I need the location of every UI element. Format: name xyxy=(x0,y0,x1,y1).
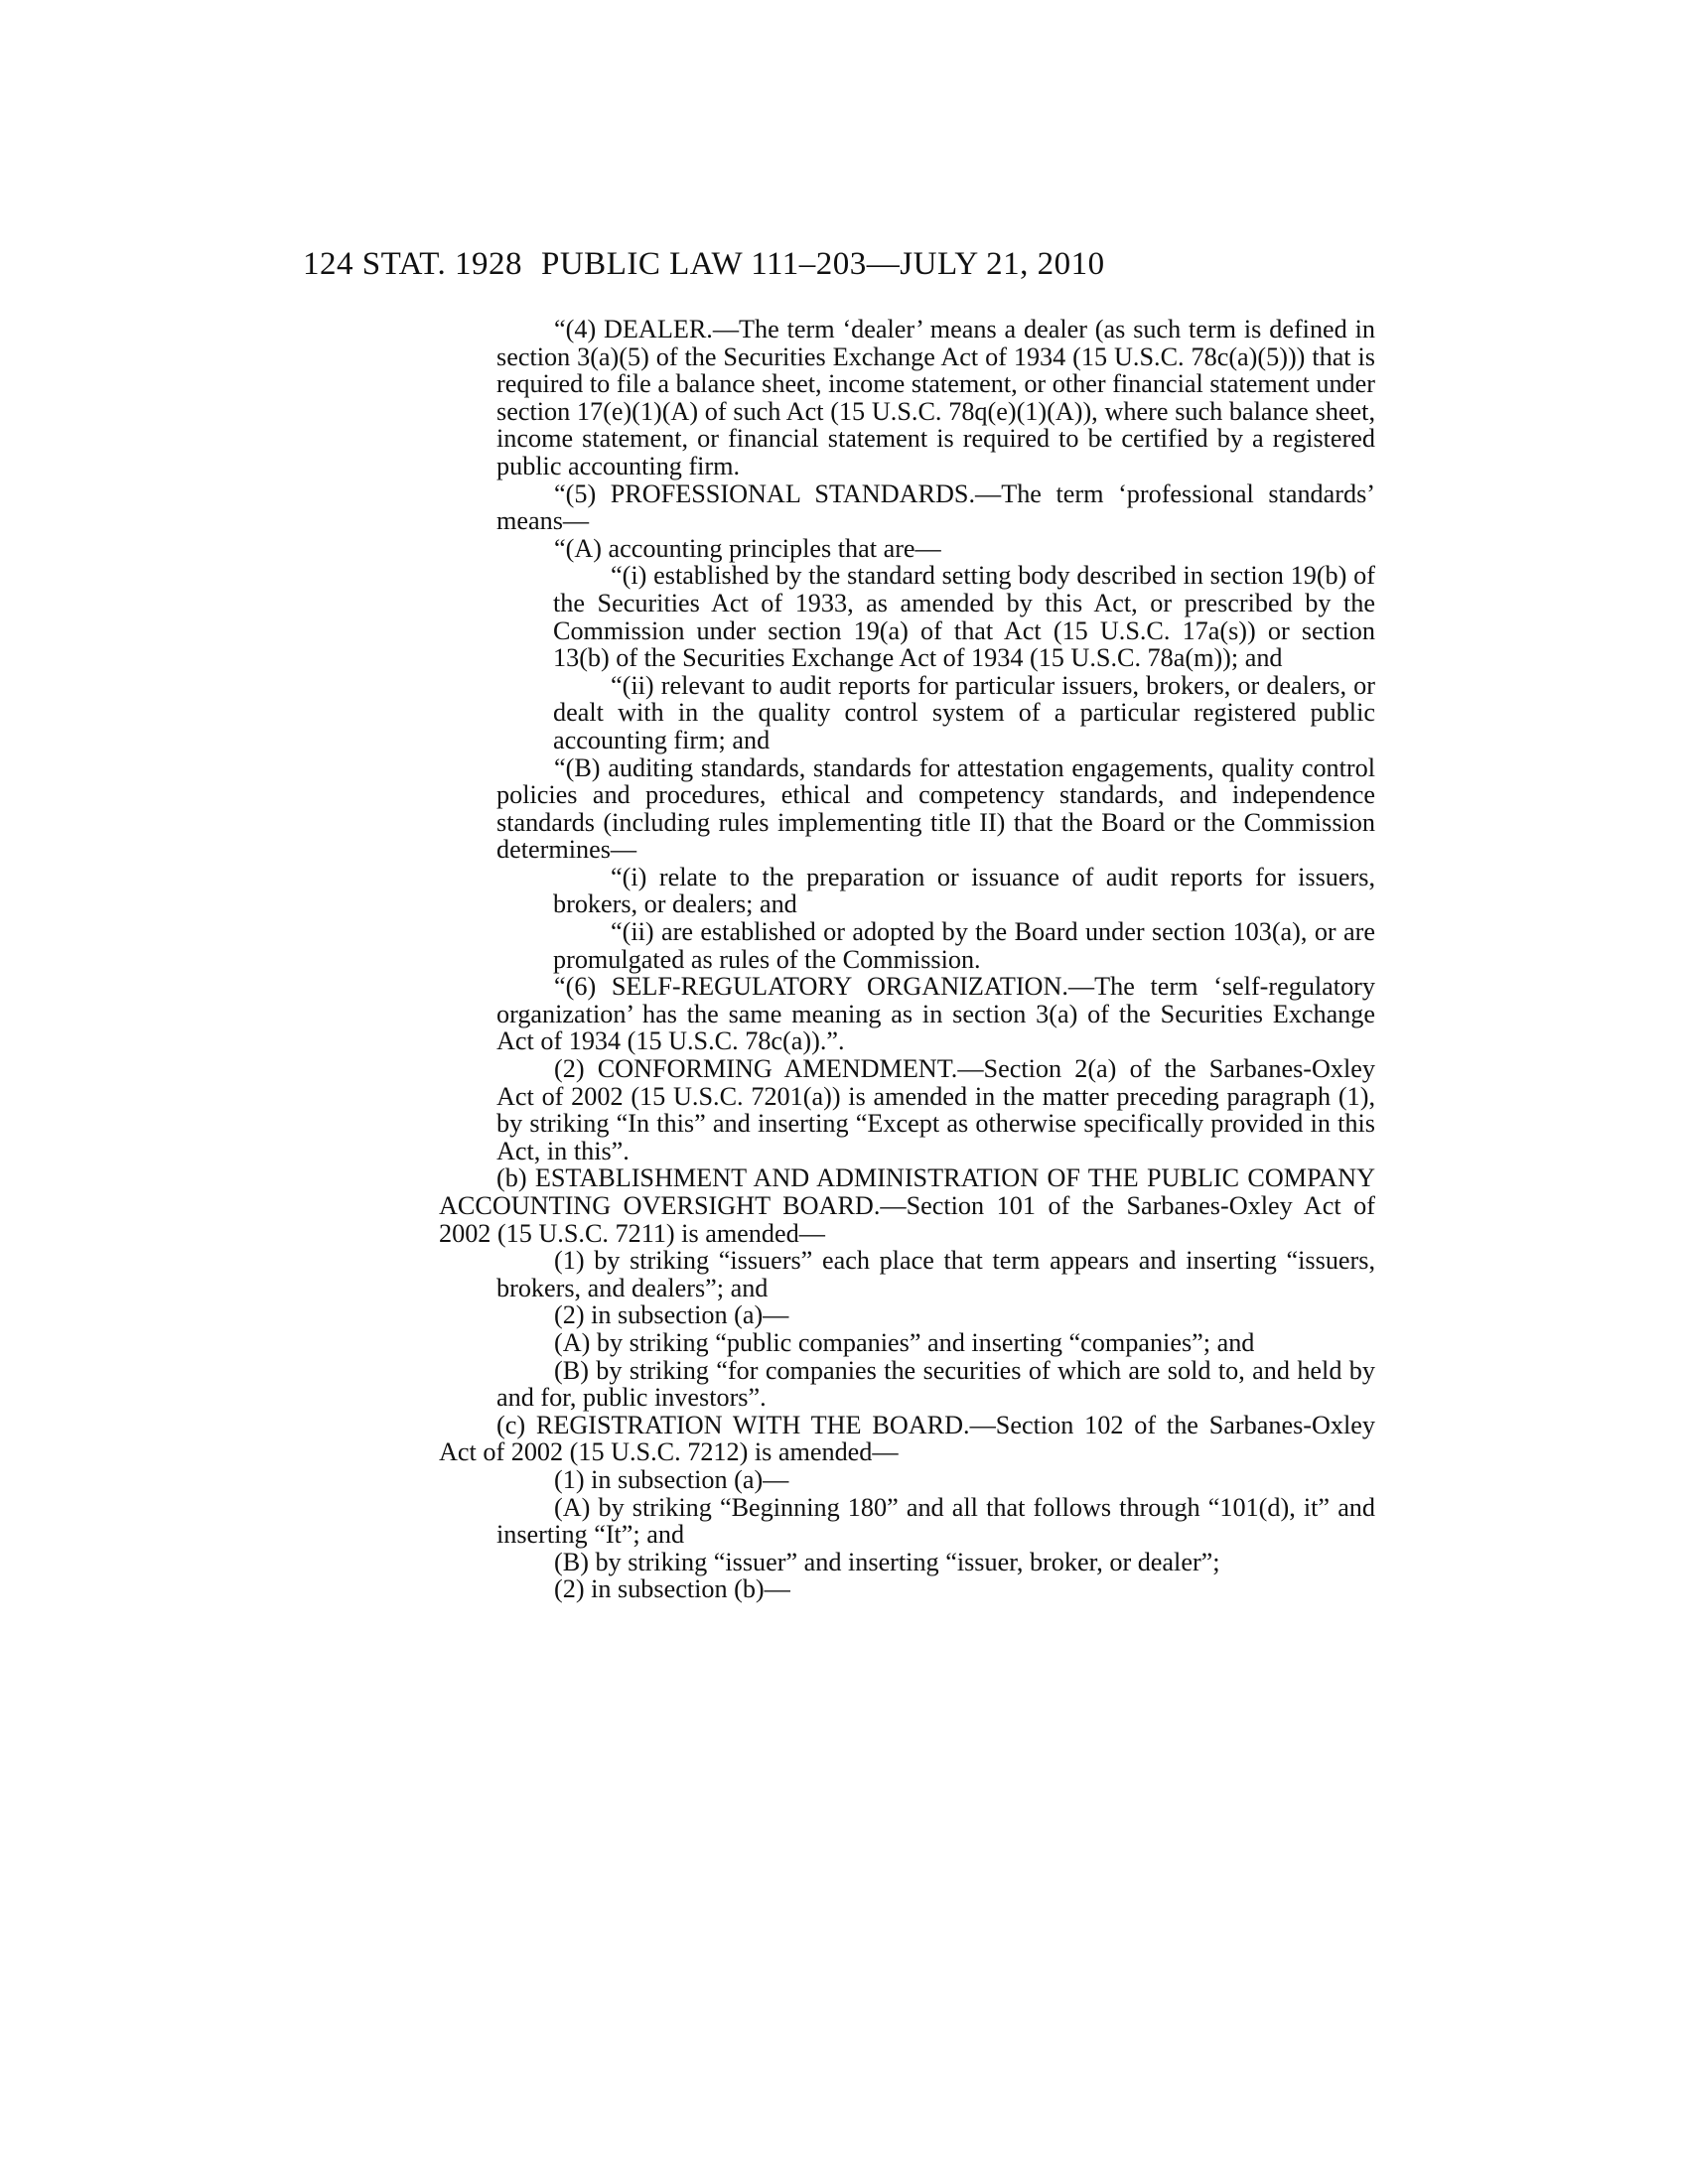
paragraph-definition-professional-standards: “(5) PROFESSIONAL STANDARDS.—The term ‘professional standards’ means— xyxy=(496,478,1375,536)
paragraph-item-1-subsection-a: (1) in subsection (a)— xyxy=(554,1464,789,1494)
paragraph-definition-dealer: “(4) DEALER.—The term ‘dealer’ means a dealer (as such term is defined in section 3(a)(5) of the Securities Exchange Act of 1934 (15 U.S.C. 78c(a)(5))) that is required to file a balance sheet, income statement, or other financial statement under section 17(e)(1)(A) of such Act (15 U.S.C. 78q(e)(1)(A)), where such balance sheet, income statement, or financial statement is required to be certified by a registered public accounting firm. xyxy=(496,315,1375,480)
paragraph-item-2-subsection-a: (2) in subsection (a)— xyxy=(554,1300,789,1330)
paragraph-subsection-b-establishment: (b) ESTABLISHMENT AND ADMINISTRATION OF THE PUBLIC COMPANY ACCOUNTING OVERSIGHT BOARD.—Section 101 of the Sarbanes-Oxley Act of 2002 (15 U.S.C. 7211) is amended— xyxy=(439,1163,1375,1248)
paragraph-definition-self-regulatory: “(6) SELF-REGULATORY ORGANIZATION.—The term ‘self-regulatory organization’ has the same meaning as in section 3(a) of the Securities Exchange Act of 1934 (15 U.S.C. 78c(a)).”. xyxy=(496,972,1375,1056)
paragraph-subpara-b-auditing: “(B) auditing standards, standards for attestation engagements, quality control policies and procedures, ethical and competency standards, and independence standards (including rules implementing title II) that the Board or the Commission determines— xyxy=(496,752,1375,865)
paragraph-item-a-beginning-180: (A) by striking “Beginning 180” and all that follows through “101(d), it” and inserting “It”; and xyxy=(496,1492,1375,1550)
paragraph-item-b-issuer-broker-dealer: (B) by striking “issuer” and inserting “issuer, broker, or dealer”; xyxy=(554,1547,1220,1576)
paragraph-clause-ii-adopted: “(ii) are established or adopted by the Board under section 103(a), or are promulgated as rules of the Commission. xyxy=(553,917,1375,974)
document-body xyxy=(439,315,1375,1604)
statute-citation: 124 STAT. 1928 xyxy=(303,246,523,282)
paragraph-item-a-public-companies: (A) by striking “public companies” and inserting “companies”; and xyxy=(554,1327,1255,1357)
paragraph-subsection-c-registration: (c) REGISTRATION WITH THE BOARD.—Section 102 of the Sarbanes-Oxley Act of 2002 (15 U.S.C. 7212) is amended— xyxy=(439,1410,1375,1467)
paragraph-conforming-amendment: (2) CONFORMING AMENDMENT.—Section 2(a) of the Sarbanes-Oxley Act of 2002 (15 U.S.C. 7201(a)) is amended in the matter preceding paragraph (1), by striking “In this” and inserting “Except as otherwise specifically provided in this Act, in this”. xyxy=(496,1054,1375,1165)
paragraph-clause-i-relate: “(i) relate to the preparation or issuance of audit reports for issuers, brokers, or dealers; and xyxy=(553,862,1375,919)
paragraph-clause-ii-relevant: “(ii) relevant to audit reports for particular issuers, brokers, or dealers, or dealt with in the quality control system of a particular registered public accounting firm; and xyxy=(553,670,1375,754)
public-law-citation: PUBLIC LAW 111–203—JULY 21, 2010 xyxy=(541,246,1105,282)
paragraph-subpara-a-accounting: “(A) accounting principles that are— xyxy=(554,533,941,563)
paragraph-item-2-subsection-b: (2) in subsection (b)— xyxy=(554,1574,790,1604)
paragraph-item-b-for-companies: (B) by striking “for companies the securities of which are sold to, and held by and for, public investors”. xyxy=(496,1355,1375,1413)
running-header xyxy=(0,244,1688,284)
paragraph-item-1-striking-issuers: (1) by striking “issuers” each place that term appears and inserting “issuers, brokers, and dealers”; and xyxy=(496,1246,1375,1302)
paragraph-clause-i-established: “(i) established by the standard setting body described in section 19(b) of the Securities Act of 1933, as amended by this Act, or prescribed by the Commission under section 19(a) of that Act (15 U.S.C. 17a(s)) or section 13(b) of the Securities Exchange Act of 1934 (15 U.S.C. 78a(m)); and xyxy=(553,561,1375,673)
